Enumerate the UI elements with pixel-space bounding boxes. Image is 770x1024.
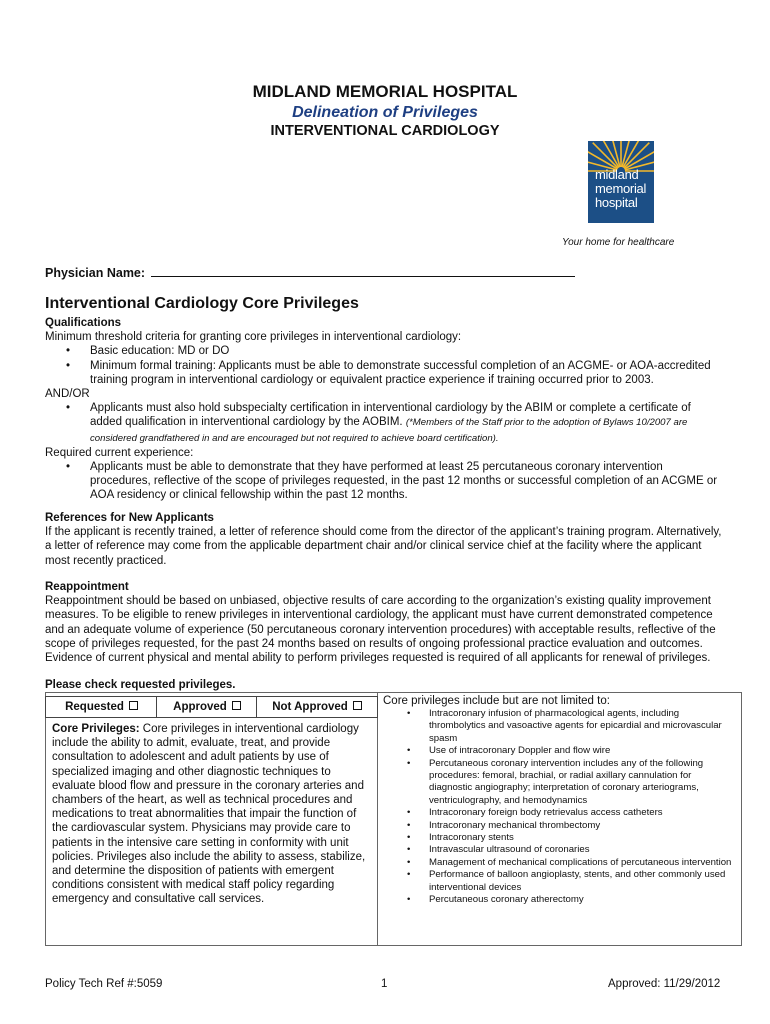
footer-approved-date: Approved: 11/29/2012 — [608, 978, 721, 990]
not-approved-checkbox-cell[interactable] — [256, 696, 378, 718]
hospital-name: MIDLAND MEMORIAL HOSPITAL — [252, 82, 518, 101]
reappointment-heading: Reappointment — [45, 581, 129, 593]
not-approved-checkbox[interactable] — [353, 701, 362, 710]
request-heading: Please check requested privileges. — [45, 679, 236, 691]
tagline: Your home for healthcare — [562, 237, 675, 248]
core-privileges-list — [383, 708, 735, 907]
physician-name-label: Physician Name: — [45, 266, 146, 280]
list-item: • Use of intracoronary Doppler and flow wire — [429, 745, 735, 757]
section-title: Interventional Cardiology Core Privileges — [45, 295, 359, 312]
list-item — [90, 401, 725, 446]
experience-label: Required current experience: — [45, 446, 194, 459]
hospital-logo — [588, 141, 654, 223]
list-item: • Intravascular ultrasound of coronaries — [429, 844, 735, 856]
certification-note: (*Members of the Staff prior to the adoption of Bylaws 10/2007 are considered grandfathered in and are encouraged but not required to achieve board certification). — [90, 417, 688, 444]
approved-checkbox-cell[interactable] — [156, 696, 258, 718]
list-item: • Intracoronary mechanical thrombectomy — [429, 820, 735, 832]
footer-policy-ref: Policy Tech Ref #:5059 — [45, 978, 163, 990]
qualifications-intro: Minimum threshold criteria for granting core privileges in interventional cardiology: — [45, 331, 462, 344]
request-status-row — [45, 692, 377, 720]
references-section — [45, 511, 725, 568]
requested-checkbox-cell[interactable] — [45, 696, 158, 718]
approved-label: Approved — [173, 701, 227, 713]
not-approved-label: Not Approved — [272, 701, 348, 713]
requested-checkbox[interactable] — [129, 701, 138, 710]
list-item: • Intracoronary stents — [429, 832, 735, 844]
list-item: • Performance of balloon angioplasty, stents, and other commonly used interventional devices — [429, 869, 735, 894]
footer-page-number: 1 — [381, 978, 388, 990]
list-item: • Management of mechanical complications of percutaneous intervention — [429, 857, 735, 869]
andor-text: AND/OR — [45, 388, 90, 401]
list-item: • Percutaneous coronary intervention includes any of the following procedures: femoral, brachial, or radial axillary cannulation for diagnostic angiography; interpretation of coronary arteriograms, ventriculography, and hemodynamics — [429, 758, 735, 808]
qualifications-section — [45, 316, 725, 503]
reappointment-body: Reappointment should be based on unbiased, objective results of care according to the organization’s existing quality improvement measures. To be eligible to renew privileges in interventional cardiology, the applicant must have current demonstrated competence and an adequate volume of experience (50 percutaneous coronary intervention procedures) with acceptable results, reflective of the scope of privileges requested, for the past 24 months based on results of ongoing professional practice evaluation and outcomes. Evidence of current physical and mental ability to perform privileges requested is required of all applicants for renewal of privileges. — [45, 595, 716, 665]
logo-word-3: hospital — [595, 195, 638, 210]
certification-text: Applicants must also hold subspecialty certification in interventional cardiology by the ABIM or complete a certificate of added qualification in interventional cardiology by the AOBIM. — [90, 402, 691, 429]
approved-checkbox[interactable] — [232, 701, 241, 710]
requested-label: Requested — [65, 701, 124, 713]
core-privileges-text: Core privileges in interventional cardiology include the ability to admit, evaluate, treat, and provide consultation to adolescent and adult patients by use of specialized imaging and other diagnostic techniques to evaluate blood flow and pressure in the coronary arteries and chambers of the heart, as well as technical procedures and medications to treat abnormalities that impair the function of the cardiovascular system. Physicians may provide care to patients in the intensive care setting in conformity with unit policies. Privileges also include the ability to assess, stabilize, and determine the disposition of patients with emergent conditions consistent with medical staff policy regarding emergency and consultative call services. — [52, 723, 366, 906]
document-subtitle: Delineation of Privileges — [292, 104, 478, 121]
logo-word-1: midland — [595, 167, 639, 182]
references-body: If the applicant is recently trained, a letter of reference should come from the director of the applicant’s training program. Alternatively, a letter of reference may come from the applicable department chair and/or clinical service chief at the facility where the applicant most recently practiced. — [45, 526, 722, 567]
physician-name-line[interactable] — [151, 265, 575, 277]
list-item: • Intracoronary foreign body retrievalus access catheters — [429, 807, 735, 819]
qualifications-heading: Qualifications — [45, 317, 122, 329]
list-item: • Percutaneous coronary atherectomy — [429, 894, 735, 906]
physician-name-field[interactable] — [45, 265, 575, 280]
list-item: • Minimum formal training: Applicants must be able to demonstrate successful completion of an ACGME- or AOA-accredited training program in interventional cardiology or equivalent practice experience if training occurred prior to 2003. — [90, 359, 725, 387]
specialty-title: INTERVENTIONAL CARDIOLOGY — [270, 123, 500, 139]
reappointment-section — [45, 580, 725, 665]
list-item: • Applicants must be able to demonstrate that they have performed at least 25 percutaneous coronary intervention procedures, reflective of the scope of privileges requested, in the past 12 months or successful completion of an ACGME or AOA residency or clinical fellowship within the past 12 months. — [90, 460, 725, 503]
logo-word-2: memorial — [595, 181, 647, 196]
list-item: • Intracoronary infusion of pharmacological agents, including thrombolytics and vasoactive agents for epicardial and microvascular spasm — [429, 708, 735, 745]
core-privileges-label: Core Privileges: — [52, 723, 140, 735]
list-item: • Basic education: MD or DO — [90, 344, 725, 358]
core-list-heading: Core privileges include but are not limited to: — [383, 695, 610, 707]
references-heading: References for New Applicants — [45, 512, 214, 524]
core-privileges-paragraph — [52, 722, 374, 907]
